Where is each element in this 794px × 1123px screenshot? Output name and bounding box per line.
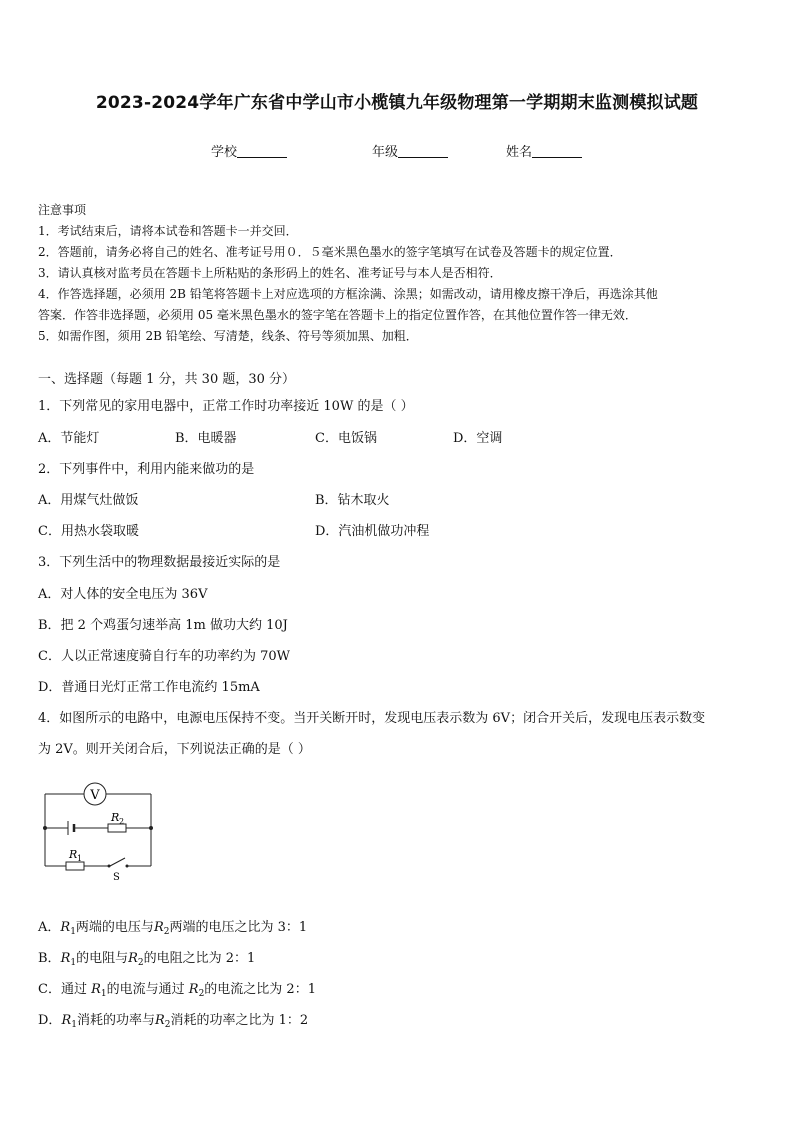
q4-option-a[interactable]	[38, 916, 307, 937]
name-field	[506, 141, 582, 160]
option-prefix: C．通过	[38, 982, 92, 997]
name-label: 姓名	[506, 145, 533, 160]
r1-subscript: 1	[70, 958, 77, 968]
r2-subscript: 2	[119, 817, 125, 826]
question-3-stem: 3．下列生活中的物理数据最接近实际的是	[38, 555, 281, 570]
q3-option-b[interactable]: B．把 2 个鸡蛋匀速举高 1m 做功大约 10J	[38, 618, 288, 633]
name-blank[interactable]	[532, 144, 582, 158]
q3-option-a[interactable]: A．对人体的安全电压为 36V	[38, 587, 208, 602]
r2-subscript: 2	[198, 989, 205, 999]
r1-symbol: R	[60, 951, 71, 966]
notice-item: 答案．作答非选择题，必须用 05 毫米黑色墨水的签字笔在答题卡上的指定位置作答，在其他位置作答一律无效．	[38, 308, 637, 322]
r1-symbol: R	[61, 1013, 72, 1028]
q4-option-b[interactable]	[38, 947, 255, 968]
option-text: 的电流之比为 2：1	[204, 982, 316, 997]
r2-subscript: 2	[163, 927, 170, 937]
q1-option-b[interactable]: B．电暖器	[175, 431, 237, 446]
r2-symbol: R	[153, 920, 164, 935]
school-label: 学校	[211, 145, 238, 160]
junction-left	[43, 826, 47, 830]
question-1-stem: 1．下列常见的家用电器中，正常工作时功率接近 10W 的是（ ）	[38, 399, 414, 414]
r2-subscript: 2	[164, 1020, 171, 1030]
q2-option-a[interactable]: A．用煤气灶做饭	[38, 493, 139, 508]
r1-symbol: R	[91, 982, 101, 997]
q1-option-a[interactable]: A．节能灯	[38, 431, 100, 446]
question-4-stem-line2: 为 2V。则开关闭合后，下列说法正确的是（ ）	[38, 742, 311, 757]
r1-subscript: 1	[71, 1020, 77, 1030]
r1-symbol: R	[60, 920, 71, 935]
r2-subscript: 2	[137, 958, 144, 968]
q3-option-c[interactable]: C．人以正常速度骑自行车的功率约为 70W	[38, 649, 290, 664]
q4-option-d[interactable]	[38, 1009, 308, 1030]
school-blank[interactable]	[237, 144, 287, 158]
r1-subscript: 1	[70, 927, 76, 937]
r2-symbol: R	[128, 951, 138, 966]
notice-item: 4．作答选择题，必须用 2B 铅笔将答题卡上对应选项的方框涂满、涂黑；如需改动，请用橡皮擦干净后，再选涂其他	[38, 287, 658, 301]
grade-blank[interactable]	[398, 144, 448, 158]
option-text: 的电阻之比为 2：1	[143, 951, 256, 966]
option-text: 两端的电压与	[75, 920, 154, 935]
resistor-r1	[66, 862, 84, 870]
grade-field	[372, 141, 448, 160]
r2-symbol: R	[188, 982, 199, 997]
notice-block	[38, 200, 658, 347]
notice-item: 2．答题前，请务必将自己的姓名、准考证号用０．５毫米黑色墨水的签字笔填写在试卷及答题卡的规定位置．	[38, 245, 622, 259]
option-text: 消耗的功率与	[76, 1013, 155, 1028]
notice-item: 1．考试结束后，请将本试卷和答题卡一并交回．	[38, 224, 298, 238]
question-4-stem-line1: 4．如图所示的电路中，电源电压保持不变。当开关断开时，发现电压表示数为 6V；闭合开关后，发现电压表示数变	[38, 711, 706, 726]
option-text: 两端的电压之比为 3：1	[169, 920, 308, 935]
page-title: 2023-2024学年广东省中学山市小榄镇九年级物理第一学期期末监测模拟试题	[95, 93, 699, 113]
question-2-stem: 2．下列事件中，利用内能来做功的是	[38, 462, 255, 477]
option-text: 消耗的功率之比为 1：2	[170, 1013, 309, 1028]
school-field	[211, 141, 287, 160]
switch-label: S	[113, 872, 120, 883]
option-text: 的电流与通过	[106, 982, 189, 997]
notice-item: 5．如需作图，须用 2B 铅笔绘、写清楚，线条、符号等须加黑、加粗．	[38, 329, 418, 343]
notice-item: 3．请认真核对监考员在答题卡上所粘贴的条形码上的姓名、准考证号与本人是否相符．	[38, 266, 502, 280]
q1-option-d[interactable]: D．空调	[453, 431, 503, 446]
q2-option-c[interactable]: C．用热水袋取暖	[38, 524, 139, 539]
junction-right	[149, 826, 153, 830]
option-prefix: B．	[38, 951, 61, 966]
q2-option-d[interactable]: D．汽油机做功冲程	[315, 524, 430, 539]
r2-label: R	[111, 811, 120, 824]
q2-option-b[interactable]: B．钻木取火	[315, 493, 390, 508]
q3-option-d[interactable]: D．普通日光灯正常工作电流约 15mA	[38, 680, 260, 695]
r1-label: R	[69, 848, 78, 861]
r1-subscript: 1	[100, 989, 107, 999]
grade-label: 年级	[372, 145, 399, 160]
option-prefix: D．	[38, 1013, 62, 1028]
voltmeter-label: V	[90, 788, 100, 803]
r2-symbol: R	[154, 1013, 165, 1028]
q4-option-c[interactable]	[38, 978, 316, 999]
option-prefix: A．	[38, 920, 61, 935]
section-heading: 一、选择题（每题 1 分，共 30 题，30 分）	[38, 372, 296, 387]
circuit-diagram	[38, 778, 158, 883]
notice-heading: 注意事项	[38, 203, 87, 217]
switch-blade	[110, 858, 125, 866]
option-text: 的电阻与	[76, 951, 129, 966]
q1-option-c[interactable]: C．电饭锅	[315, 431, 377, 446]
r1-subscript: 1	[77, 854, 83, 863]
